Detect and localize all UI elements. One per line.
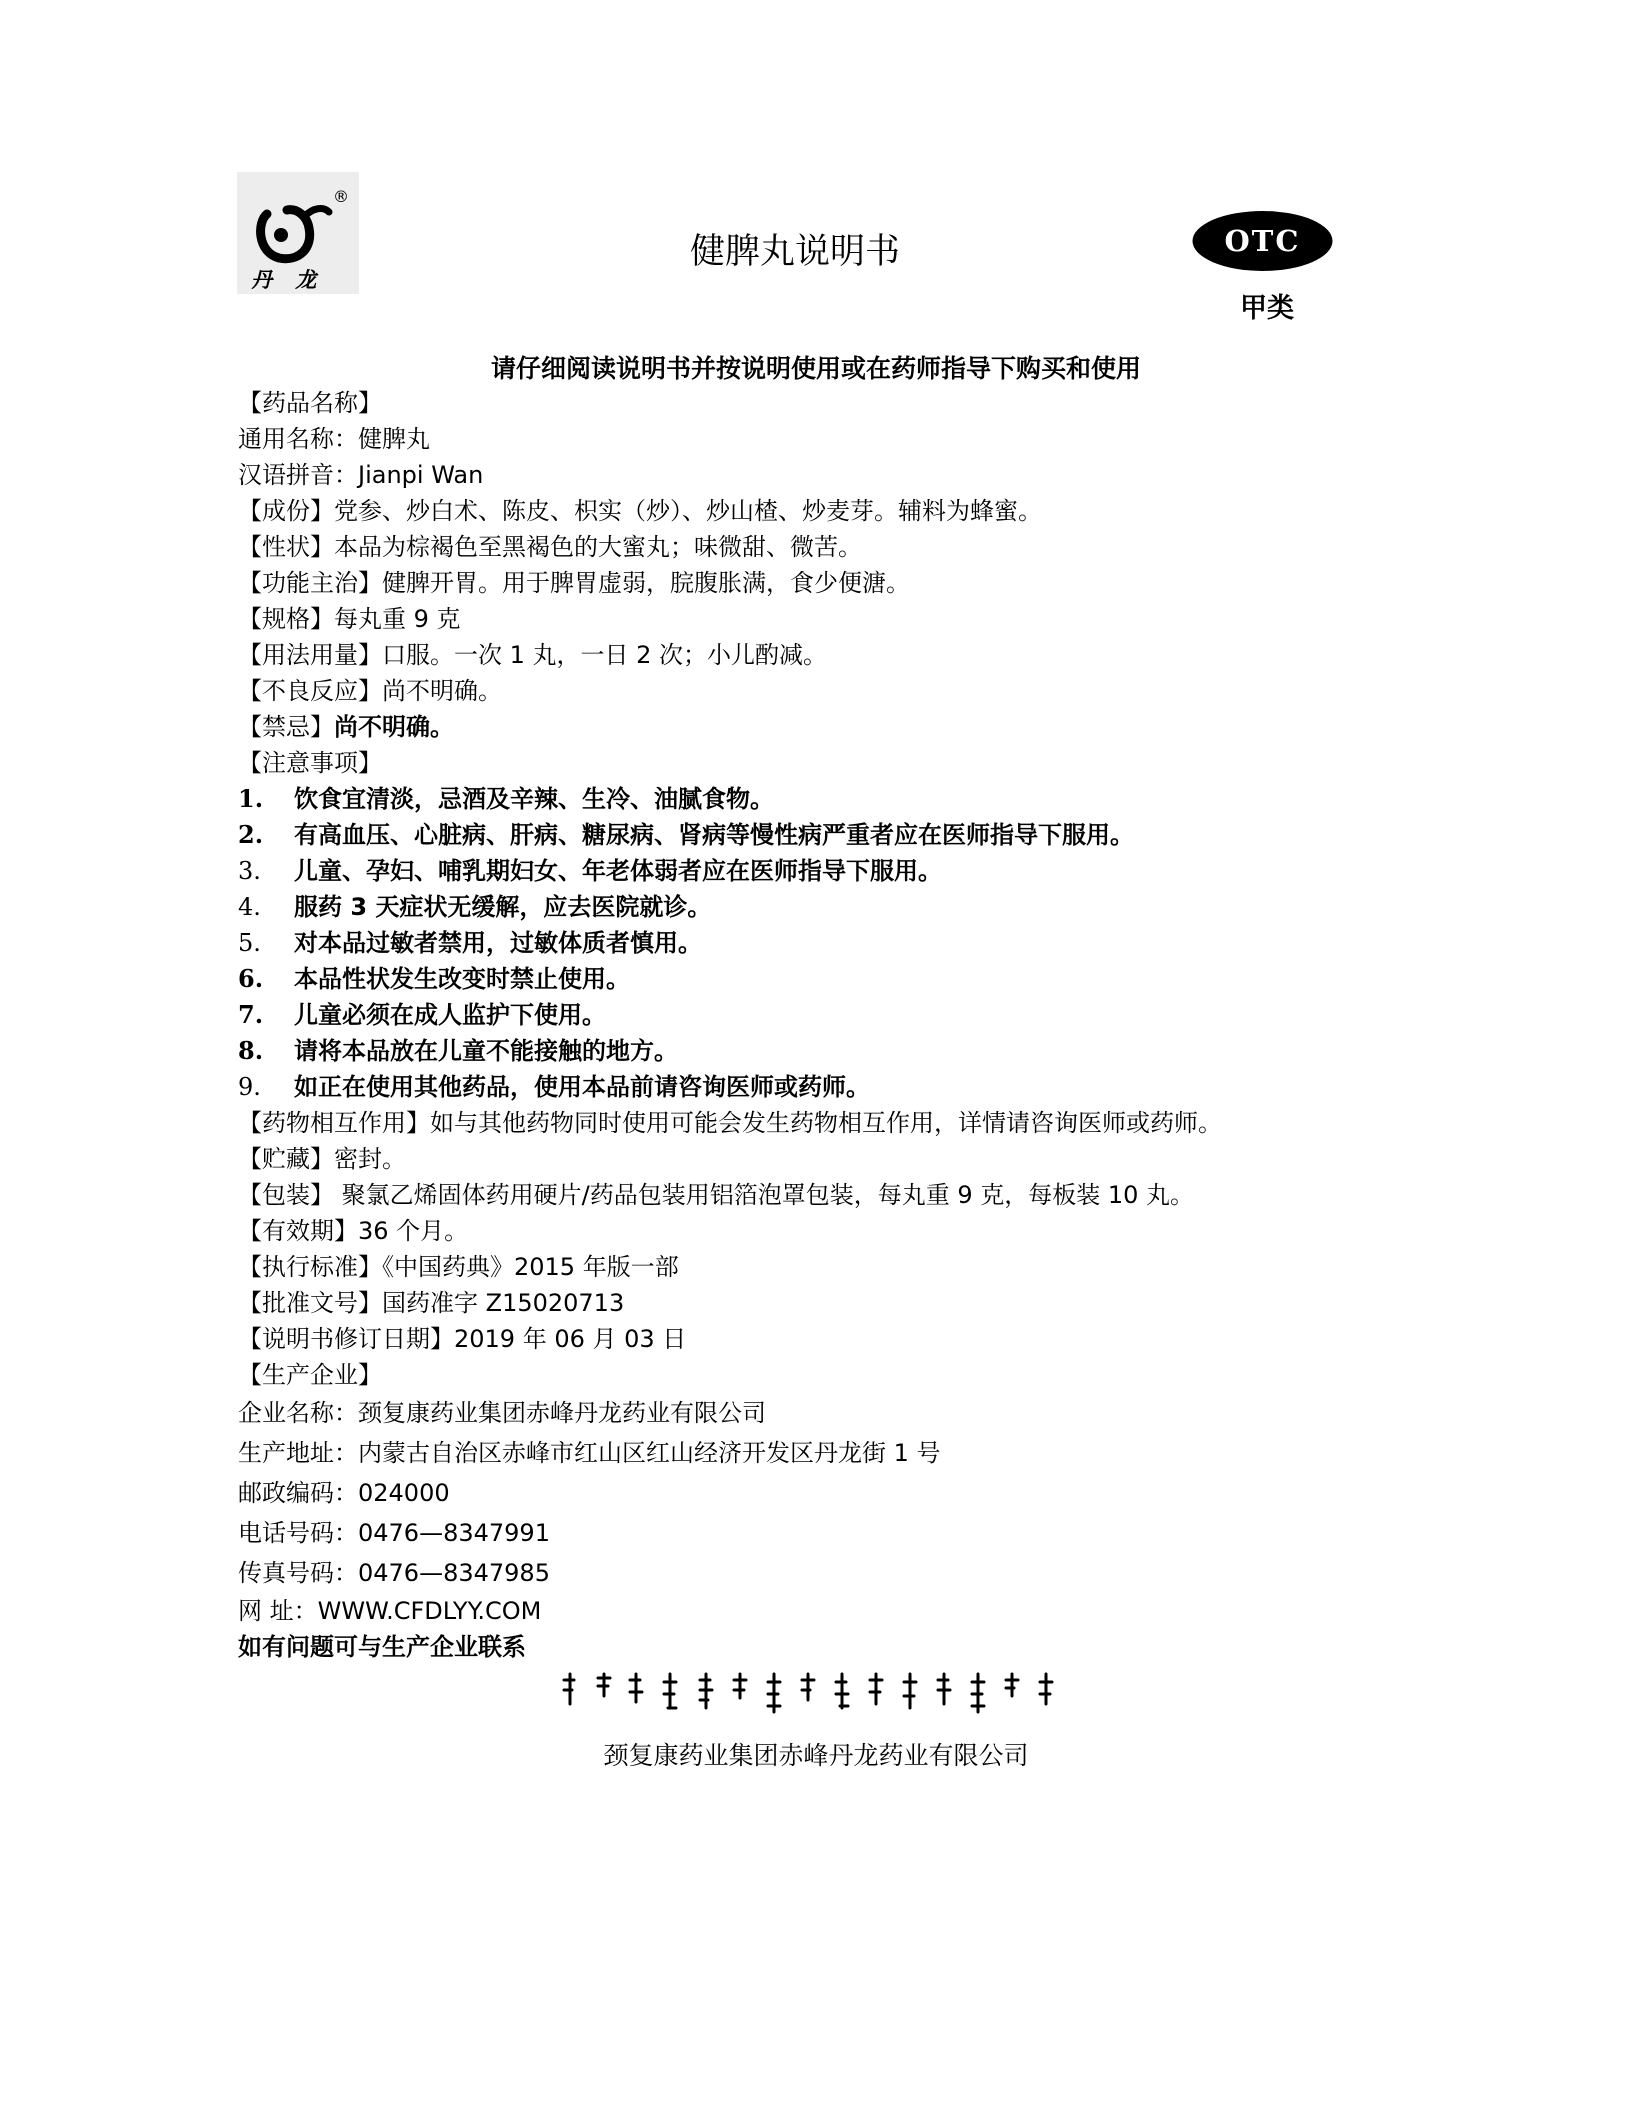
manufacturer-company: 企业名称：颈复康药业集团赤峰丹龙药业有限公司	[238, 1399, 766, 1427]
description	[238, 529, 1418, 565]
precaution-item	[238, 817, 1418, 853]
revision-text: 2019 年 06 月 03 日	[454, 1325, 687, 1353]
instruction-body	[238, 385, 1418, 1665]
generic-name: 通用名称：健脾丸	[238, 425, 430, 453]
indications-text: 健脾开胃。用于脾胃虚弱，脘腹胀满，食少便溏。	[382, 569, 910, 597]
storage-label: 【贮藏】	[238, 1145, 334, 1173]
specification-label: 【规格】	[238, 605, 334, 633]
precaution-text: 儿童、孕妇、哺乳期妇女、年老体弱者应在医师指导下服用。	[294, 857, 942, 885]
expiry	[238, 1213, 1418, 1249]
drug-name-heading: 【药品名称】	[238, 389, 382, 417]
manufacturer-address: 生产地址：内蒙古自治区赤峰市红山区红山经济开发区丹龙街 1 号	[238, 1439, 941, 1467]
precaution-text: 如正在使用其他药品，使用本品前请咨询医师或药师。	[294, 1073, 870, 1101]
interactions-label: 【药物相互作用】	[238, 1109, 430, 1137]
otc-badge	[1191, 210, 1334, 272]
specification	[238, 601, 1418, 637]
manufacturer-website: 网 址：WWW.CFDLYY.COM	[238, 1597, 542, 1625]
revision-label: 【说明书修订日期】	[238, 1325, 454, 1353]
package	[238, 1177, 1418, 1213]
precaution-item	[238, 889, 1418, 925]
reading-notice: 请仔细阅读说明书并按说明使用或在药师指导下购买和使用	[490, 354, 1141, 383]
page-title: 健脾丸说明书	[690, 232, 901, 272]
otc-label: OTC	[1224, 224, 1301, 258]
precaution-number: 5.	[238, 929, 261, 957]
specification-text: 每丸重 9 克	[334, 605, 461, 633]
contraindications-label: 【禁忌】	[238, 713, 334, 741]
manufacturer-heading: 【生产企业】	[238, 1361, 382, 1389]
precaution-number: 9.	[238, 1073, 261, 1101]
precaution-number: 1.	[238, 784, 264, 813]
package-text: 聚氯乙烯固体药用硬片/药品包装用铝箔泡罩包装，每丸重 9 克，每板装 10 丸。	[334, 1181, 1195, 1209]
precaution-item	[238, 853, 1418, 889]
precaution-text: 儿童必须在成人监护下使用。	[294, 1001, 606, 1029]
dosage-text: 口服。一次 1 丸，一日 2 次；小儿酌减。	[382, 641, 828, 669]
precaution-text: 对本品过敏者禁用，过敏体质者慎用。	[294, 929, 702, 957]
revision-date	[238, 1321, 1418, 1357]
manufacturer-phone: 电话号码：0476—8347991	[238, 1519, 550, 1547]
dosage	[238, 637, 1418, 673]
standard-text: 《中国药典》2015 年版一部	[382, 1253, 679, 1281]
adverse-text: 尚不明确。	[382, 677, 502, 705]
manufacturer-fax: 传真号码：0476—8347985	[238, 1559, 550, 1587]
description-label: 【性状】	[238, 533, 334, 561]
drug-interactions	[238, 1105, 1418, 1141]
logo-text: 丹 龙	[251, 267, 325, 292]
ingredients-label: 【成份】	[238, 497, 334, 525]
company-logo	[237, 172, 359, 294]
standard-label: 【执行标准】	[238, 1253, 382, 1281]
precaution-item	[238, 997, 1418, 1033]
manufacturer-postcode: 邮政编码：024000	[238, 1479, 450, 1507]
precaution-text: 本品性状发生改变时禁止使用。	[294, 965, 630, 993]
precaution-text: 请将本品放在儿童不能接触的地方。	[294, 1037, 678, 1065]
precaution-text: 有高血压、心脏病、肝病、糖尿病、肾病等慢性病严重者应在医师指导下服用。	[294, 821, 1134, 849]
indications-label: 【功能主治】	[238, 569, 382, 597]
precaution-number: 7.	[238, 1000, 264, 1029]
precaution-item	[238, 1033, 1418, 1069]
adverse-label: 【不良反应】	[238, 677, 382, 705]
contraindications-text: 尚不明确。	[334, 713, 454, 741]
precaution-number: 8.	[238, 1036, 264, 1065]
precaution-number: 3.	[238, 857, 261, 885]
precaution-text: 饮食宜清淡，忌酒及辛辣、生冷、油腻食物。	[294, 785, 774, 813]
ingredients	[238, 493, 1418, 529]
dosage-label: 【用法用量】	[238, 641, 382, 669]
package-label: 【包装】	[238, 1181, 334, 1209]
precaution-text: 服药 3 天症状无缓解，应去医院就诊。	[294, 893, 712, 921]
precaution-number: 4.	[238, 893, 261, 921]
precaution-item	[238, 781, 1418, 817]
approval-text: 国药准字 Z15020713	[382, 1289, 625, 1317]
approval-number	[238, 1285, 1418, 1321]
registered-mark: ®	[333, 187, 349, 206]
contraindications	[238, 709, 1418, 745]
mongolian-company-name-icon	[560, 1668, 1080, 1714]
precaution-number: 2.	[238, 820, 264, 849]
otc-class: 甲类	[1240, 293, 1294, 324]
indications	[238, 565, 1418, 601]
expiry-label: 【有效期】	[238, 1217, 358, 1245]
interactions-text: 如与其他药物同时使用可能会发生药物相互作用，详情请咨询医师或药师。	[430, 1109, 1222, 1137]
adverse-reactions	[238, 673, 1418, 709]
footer-company: 颈复康药业集团赤峰丹龙药业有限公司	[603, 1741, 1029, 1770]
precaution-item	[238, 1069, 1418, 1105]
description-text: 本品为棕褐色至黑褐色的大蜜丸；味微甜、微苦。	[334, 533, 862, 561]
precaution-item	[238, 925, 1418, 961]
approval-label: 【批准文号】	[238, 1289, 382, 1317]
pinyin-name: 汉语拼音：Jianpi Wan	[238, 461, 484, 489]
storage-text: 密封。	[334, 1145, 406, 1173]
standard	[238, 1249, 1418, 1285]
contact-note: 如有问题可与生产企业联系	[238, 1633, 526, 1661]
ingredients-text: 党参、炒白术、陈皮、枳实（炒）、炒山楂、炒麦芽。辅料为蜂蜜。	[334, 497, 1042, 525]
storage	[238, 1141, 1418, 1177]
expiry-text: 36 个月。	[358, 1217, 469, 1245]
precaution-number: 6.	[238, 964, 264, 993]
precautions-heading: 【注意事项】	[238, 749, 382, 777]
precaution-item	[238, 961, 1418, 997]
